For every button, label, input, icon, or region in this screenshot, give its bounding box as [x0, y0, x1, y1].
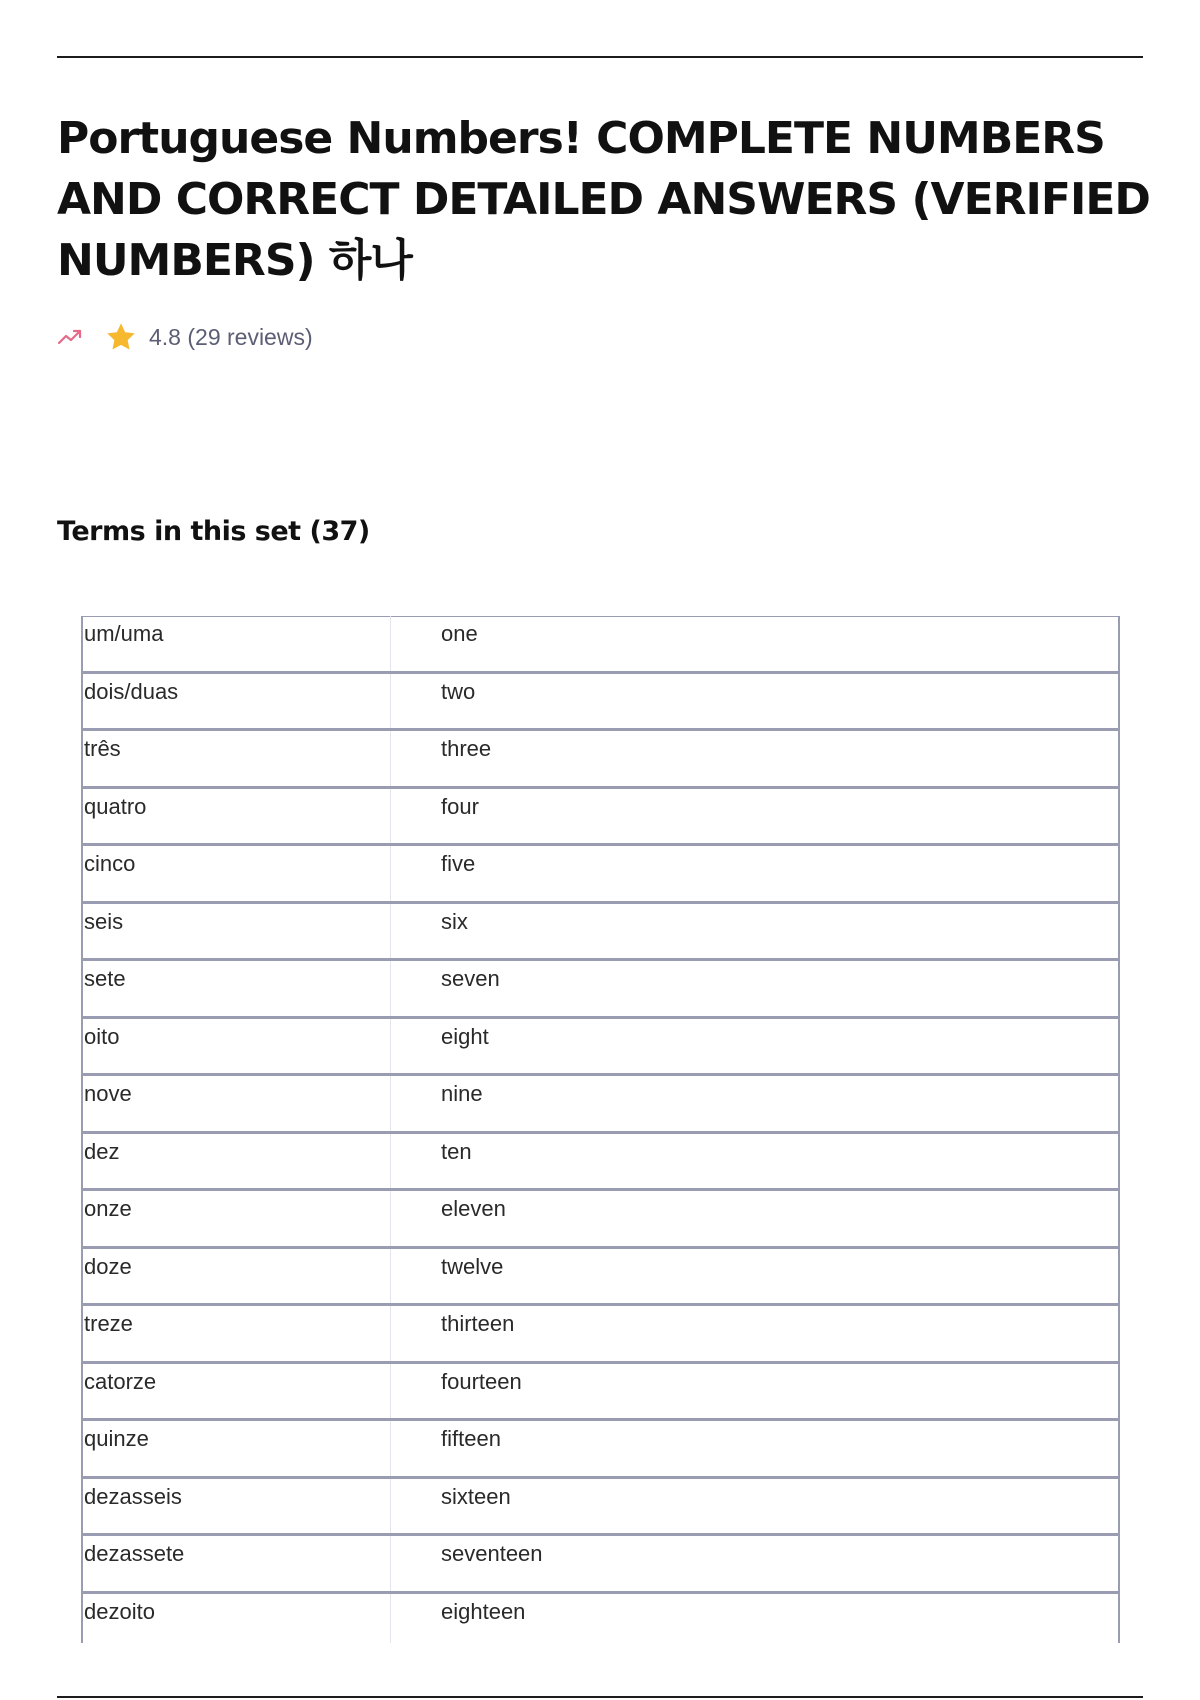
term-cell: dezoito [83, 1594, 391, 1644]
table-row [83, 961, 1118, 1019]
bottom-divider [57, 1696, 1143, 1698]
definition-cell: one [441, 621, 478, 646]
definition-cell: two [441, 678, 476, 704]
definition-cell: thirteen [441, 1311, 515, 1336]
table-row [83, 1364, 1118, 1422]
term-cell: quatro [83, 789, 391, 844]
term-cell: três [83, 731, 391, 786]
terms-table [81, 616, 1120, 1643]
definition-cell: fifteen [441, 1426, 501, 1451]
definition-cell: eleven [441, 1196, 506, 1221]
table-row [83, 616, 1118, 674]
table-row [83, 1134, 1118, 1192]
definition-cell: sixteen [441, 1483, 511, 1509]
term-cell: oito [83, 1019, 391, 1074]
table-row [83, 1249, 1118, 1307]
definition-cell: seven [441, 966, 500, 991]
term-cell: nove [83, 1076, 391, 1131]
definition-cell: ten [441, 1138, 472, 1164]
terms-heading: Terms in this set (37) [57, 516, 370, 547]
term-cell: um/uma [83, 616, 391, 671]
table-row [83, 1076, 1118, 1134]
definition-cell: four [441, 793, 479, 819]
definition-cell: eight [441, 1023, 489, 1049]
definition-cell: seventeen [441, 1541, 543, 1566]
table-row [83, 674, 1118, 732]
page-title: Portuguese Numbers! COMPLETE NUMBERS AND CORRECT DETAILED ANSWERS (VERIFIED NUMBERS) 하나 [57, 113, 1150, 286]
term-cell: dez [83, 1134, 391, 1189]
table-row [83, 1019, 1118, 1077]
definition-cell: three [441, 736, 492, 761]
table-row [83, 731, 1118, 789]
rating-text: 4.8 (29 reviews) [149, 323, 313, 350]
table-row [83, 1536, 1118, 1594]
term-cell: catorze [83, 1364, 391, 1419]
trending-icon [57, 327, 83, 347]
term-cell: seis [83, 904, 391, 959]
term-cell: sete [83, 961, 391, 1016]
definition-cell: eighteen [441, 1598, 526, 1624]
table-row [83, 846, 1118, 904]
term-cell: onze [83, 1191, 391, 1246]
definition-cell: fourteen [441, 1368, 522, 1394]
table-row [83, 1594, 1118, 1644]
table-row [83, 1479, 1118, 1537]
table-row [83, 904, 1118, 962]
rating-row [57, 318, 313, 356]
top-divider [57, 56, 1143, 58]
term-cell: dezasseis [83, 1479, 391, 1534]
term-cell: quinze [83, 1421, 391, 1476]
definition-cell: five [441, 851, 476, 876]
table-row [83, 1191, 1118, 1249]
term-cell: doze [83, 1249, 391, 1304]
table-row [83, 789, 1118, 847]
table-row [83, 1421, 1118, 1479]
star-icon [105, 321, 137, 353]
term-cell: dois/duas [83, 674, 391, 729]
definition-cell: six [441, 908, 468, 934]
term-cell: dezassete [83, 1536, 391, 1591]
table-row [83, 1306, 1118, 1364]
definition-cell: twelve [441, 1253, 504, 1279]
term-cell: treze [83, 1306, 391, 1361]
term-cell: cinco [83, 846, 391, 901]
definition-cell: nine [441, 1081, 483, 1106]
